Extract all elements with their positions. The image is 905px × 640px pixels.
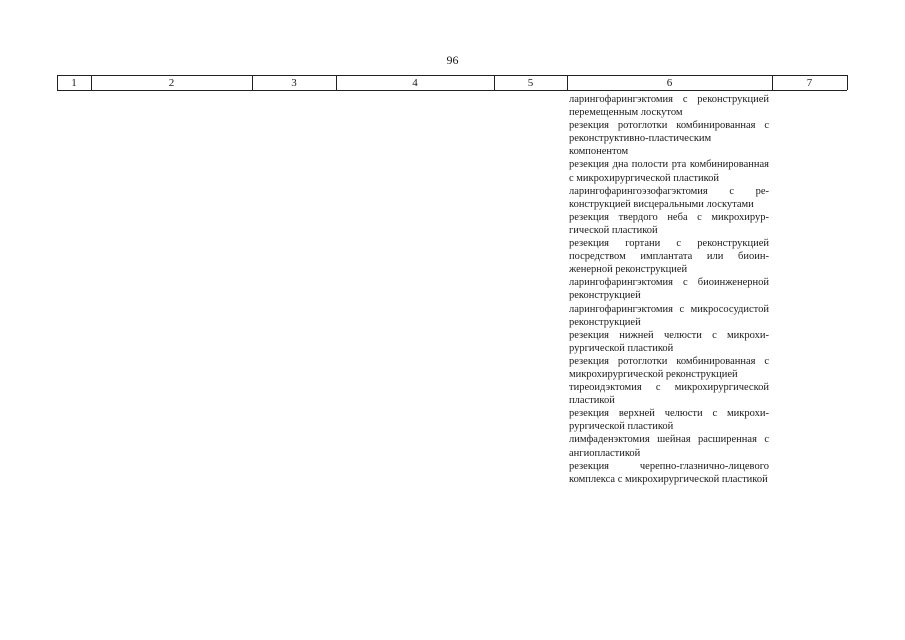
procedure-item: резекция черепно-глазнично-лицевого комплекса с микрохирургической пластикой [569,460,769,485]
table-header-bottom-rule [57,90,847,91]
procedure-item: резекция ротоглотки комбинированная с реконструктивно-пластическим компонентом [569,120,769,158]
procedure-item: резекция дна полости рта комбинированная с микрохирургической пластикой [569,159,769,184]
column-header-3: 3 [291,77,297,89]
column-header-4: 4 [412,77,418,89]
page-number: 96 [446,53,459,67]
column-divider [847,75,848,90]
procedure-item: ларингофарингэктомия с реконструкцией перемещенным лоскутом [569,94,769,119]
procedure-item: резекция твердого неба с микрохирургической пластикой [569,211,769,236]
column-header-7: 7 [806,77,813,89]
column-header-1: 1 [71,77,77,89]
procedure-item: резекция гортани с реконструкцией посредством имплантата или биоинженерной реконструкцией [569,238,769,276]
column-header-6: 6 [666,77,673,89]
procedure-item: тиреоидэктомия с микрохирургической пластикой [569,382,769,407]
column-6-procedure-list [569,93,769,486]
column-header-5: 5 [527,77,534,89]
procedure-item: ларингофарингоэзофагэктомия с реконструкцией висцеральными лоскутами [569,185,769,210]
procedure-item: лимфаденэктомия шейная расширенная с ангиопластикой [569,434,769,459]
procedure-item: резекция ротоглотки комбинированная с микрохирургической реконструкцией [569,355,769,380]
procedure-item: резекция верхней челюсти с микрохирургической пластикой [569,408,769,433]
procedure-item: ларингофарингэктомия с микрососудистой реконструкцией [569,303,769,328]
procedure-item: резекция нижней челюсти с микрохирургической пластикой [569,329,769,354]
procedure-item: ларингофарингэктомия с биоинженерной реконструкцией [569,277,769,302]
column-header-2: 2 [168,77,175,89]
